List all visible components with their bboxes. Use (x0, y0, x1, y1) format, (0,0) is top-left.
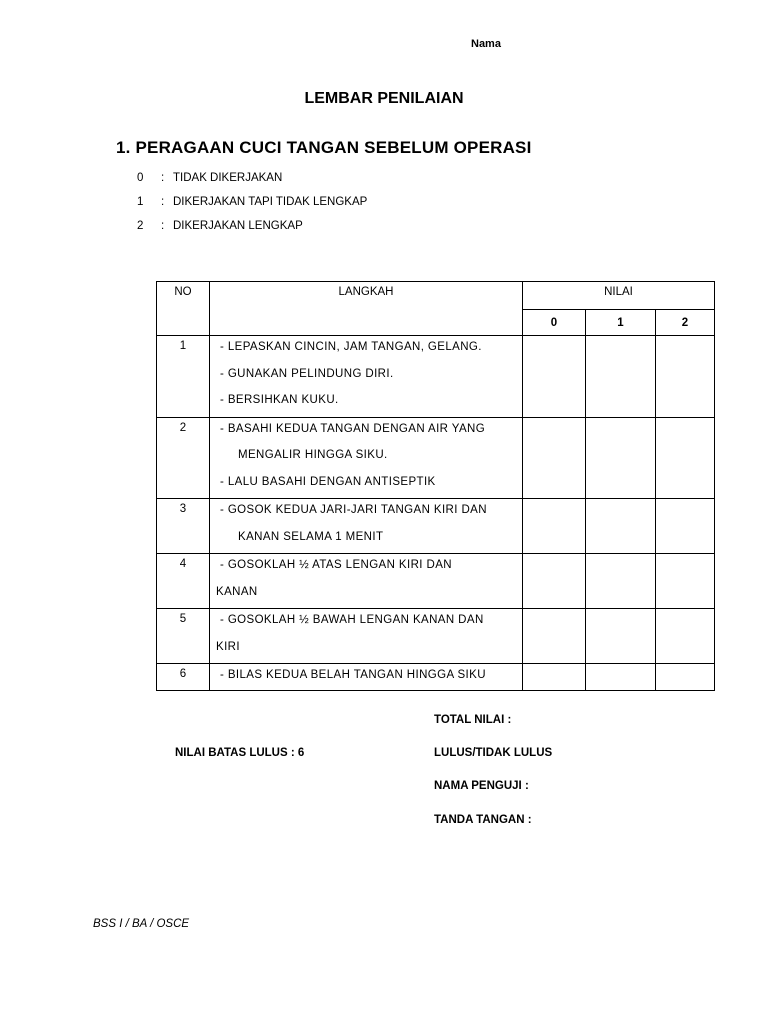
table-row (157, 554, 715, 609)
step-line: - BERSIHKAN KUKU. (220, 394, 339, 406)
row-steps (210, 609, 523, 664)
step-line: - LEPASKAN CINCIN, JAM TANGAN, GELANG. (220, 341, 482, 353)
score-cell-0[interactable] (523, 499, 586, 554)
legend-item-1 (137, 196, 367, 208)
tanda-tangan-label: TANDA TANGAN : (434, 814, 532, 826)
nama-penguji-label: NAMA PENGUJI : (434, 780, 529, 792)
score-cell-1[interactable] (586, 554, 656, 609)
score-cell-0[interactable] (523, 336, 586, 418)
legend-text: DIKERJAKAN TAPI TIDAK LENGKAP (173, 196, 368, 208)
table-row (157, 499, 715, 554)
step-line: - GOSOK KEDUA JARI-JARI TANGAN KIRI DAN (220, 504, 487, 516)
score-cell-0[interactable] (523, 609, 586, 664)
assessment-table (156, 281, 715, 691)
score-cell-1[interactable] (586, 664, 656, 691)
score-cell-2[interactable] (656, 554, 715, 609)
step-line: - BASAHI KEDUA TANGAN DENGAN AIR YANG (220, 422, 486, 435)
nama-label: Nama (471, 38, 501, 50)
step-line: - GOSOKLAH ½ BAWAH LENGAN KANAN DAN (220, 614, 484, 626)
score-cell-2[interactable] (656, 417, 715, 499)
table-row (157, 417, 715, 499)
legend-score: 1 (137, 196, 144, 208)
score-cell-1[interactable] (586, 609, 656, 664)
header-langkah: LANGKAH (210, 282, 523, 336)
row-number: 3 (157, 499, 210, 554)
header-nilai-1: 1 (586, 310, 656, 336)
score-cell-2[interactable] (656, 336, 715, 418)
header-nilai-2: 2 (656, 310, 715, 336)
score-cell-2[interactable] (656, 499, 715, 554)
table-row (157, 664, 715, 691)
row-number: 2 (157, 417, 210, 499)
legend-text: DIKERJAKAN LENGKAP (173, 220, 303, 232)
total-nilai-label: TOTAL NILAI : (434, 714, 512, 726)
row-number: 1 (157, 336, 210, 418)
step-line: - GUNAKAN PELINDUNG DIRI. (220, 367, 394, 380)
score-cell-2[interactable] (656, 664, 715, 691)
table-row (157, 609, 715, 664)
score-cell-0[interactable] (523, 554, 586, 609)
step-line: KANAN (216, 585, 258, 598)
document-code: BSS I / BA / OSCE (93, 918, 190, 930)
section-title: 1. PERAGAAN CUCI TANGAN SEBELUM OPERASI (116, 138, 532, 157)
score-cell-1[interactable] (586, 499, 656, 554)
legend-score: 0 (137, 172, 144, 184)
step-line: MENGALIR HINGGA SIKU. (238, 449, 388, 461)
legend-colon: : (161, 196, 165, 208)
legend-item-0 (137, 172, 282, 184)
lulus-tidak-lulus-label: LULUS/TIDAK LULUS (434, 747, 553, 759)
step-line: KANAN SELAMA 1 MENIT (238, 530, 384, 543)
row-number: 4 (157, 554, 210, 609)
row-steps (210, 417, 523, 499)
row-number: 6 (157, 664, 210, 691)
page-title: LEMBAR PENILAIAN (304, 90, 464, 107)
header-nilai-0: 0 (523, 310, 586, 336)
legend-colon: : (161, 220, 165, 232)
row-steps (210, 554, 523, 609)
score-cell-1[interactable] (586, 336, 656, 418)
step-line: KIRI (216, 640, 240, 653)
legend-colon: : (161, 172, 165, 184)
score-cell-0[interactable] (523, 417, 586, 499)
header-no: NO (157, 282, 210, 336)
row-steps (210, 499, 523, 554)
legend-item-2 (137, 220, 303, 232)
row-number: 5 (157, 609, 210, 664)
table-row (157, 336, 715, 418)
row-steps (210, 336, 523, 418)
header-nilai: NILAI (523, 282, 715, 310)
legend-score: 2 (137, 220, 144, 232)
step-line: - LALU BASAHI DENGAN ANTISEPTIK (220, 475, 436, 488)
score-cell-1[interactable] (586, 417, 656, 499)
score-cell-0[interactable] (523, 664, 586, 691)
score-cell-2[interactable] (656, 609, 715, 664)
legend-text: TIDAK DIKERJAKAN (173, 172, 283, 184)
row-steps (210, 664, 523, 691)
step-line: - BILAS KEDUA BELAH TANGAN HINGGA SIKU (220, 669, 486, 681)
nilai-batas-lulus-label: NILAI BATAS LULUS : 6 (175, 747, 305, 759)
step-line: - GOSOKLAH ½ ATAS LENGAN KIRI DAN (220, 559, 452, 571)
